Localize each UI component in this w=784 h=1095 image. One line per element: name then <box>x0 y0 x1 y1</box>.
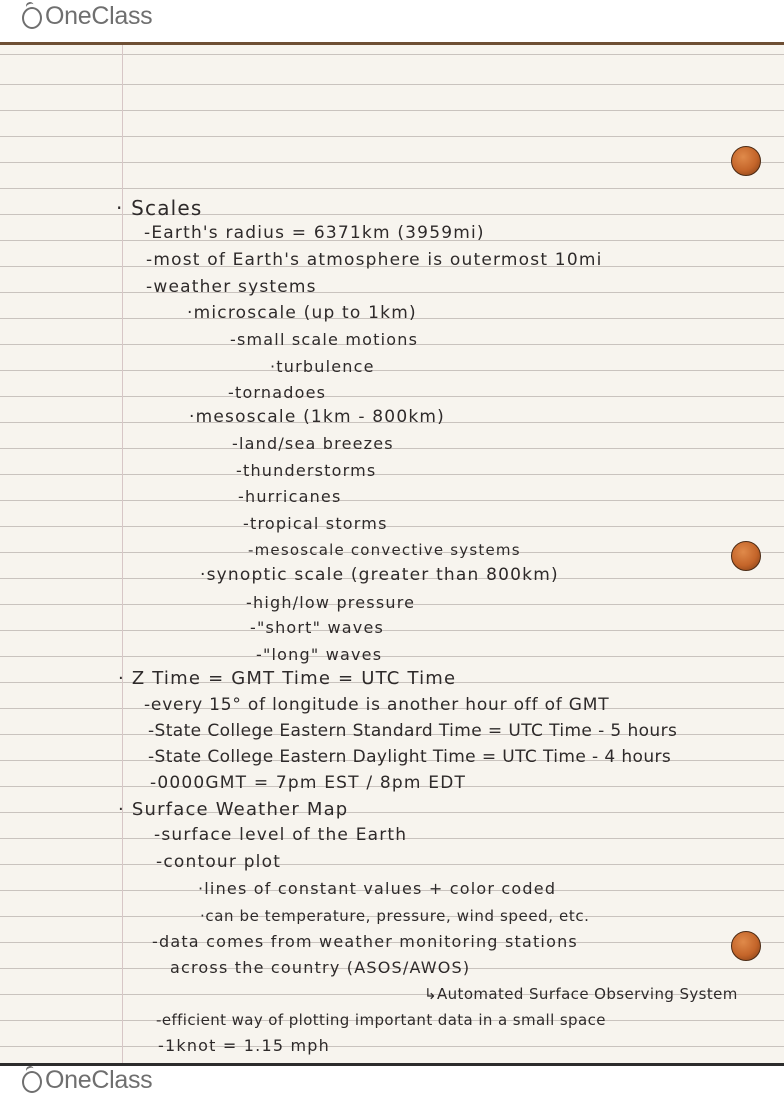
binder-hole <box>731 931 761 961</box>
note-line: -mesoscale convective systems <box>248 541 521 559</box>
brand-text: OneClass <box>45 1066 153 1094</box>
notebook-page <box>0 42 784 1066</box>
oneclass-logo-bottom <box>22 1066 152 1095</box>
note-line: ·turbulence <box>270 357 375 376</box>
note-line: -most of Earth's atmosphere is outermost 10mi <box>146 250 603 270</box>
note-line: -State College Eastern Daylight Time = UTC Time - 4 hours <box>148 747 672 767</box>
note-line: -tornadoes <box>228 383 327 402</box>
note-line: ·microscale (up to 1km) <box>187 303 417 323</box>
oneclass-leaf-icon <box>22 7 42 29</box>
note-line: -1knot = 1.15 mph <box>158 1036 330 1055</box>
note-line: across the country (ASOS/AWOS) <box>170 958 471 977</box>
note-line: -thunderstorms <box>236 461 377 480</box>
note-line: ·lines of constant values + color coded <box>198 879 557 898</box>
heading-scales: · Scales <box>116 196 203 220</box>
note-line: -surface level of the Earth <box>154 825 408 845</box>
oneclass-logo-top <box>22 2 152 31</box>
binder-hole <box>731 146 761 176</box>
note-line: -contour plot <box>156 852 282 872</box>
note-line: -every 15° of longitude is another hour off of GMT <box>144 695 610 715</box>
note-line: -high/low pressure <box>246 593 416 612</box>
brand-text: OneClass <box>45 2 153 30</box>
note-line: -data comes from weather monitoring stations <box>152 932 578 951</box>
note-line: -0000GMT = 7pm EST / 8pm EDT <box>150 773 467 793</box>
heading-z-time: · Z Time = GMT Time = UTC Time <box>118 668 457 689</box>
note-line: -State College Eastern Standard Time = UTC Time - 5 hours <box>148 721 678 741</box>
note-line: -weather systems <box>146 277 317 297</box>
note-line: -hurricanes <box>238 487 342 506</box>
note-line: -Earth's radius = 6371km (3959mi) <box>144 223 485 243</box>
note-line: -small scale motions <box>230 330 419 349</box>
note-line: ·can be temperature, pressure, wind speed, etc. <box>200 907 590 925</box>
note-line: ↳Automated Surface Observing System <box>424 985 738 1003</box>
note-line: ·mesoscale (1km - 800km) <box>189 407 445 427</box>
note-line: -"short" waves <box>250 618 385 637</box>
oneclass-leaf-icon <box>22 1071 42 1093</box>
note-line: ·synoptic scale (greater than 800km) <box>200 565 559 585</box>
note-line: -efficient way of plotting important data in a small space <box>156 1011 606 1029</box>
note-line: -"long" waves <box>256 645 383 664</box>
heading-surface-weather-map: · Surface Weather Map <box>118 799 349 820</box>
note-line: -tropical storms <box>243 514 388 533</box>
binder-hole <box>731 541 761 571</box>
note-line: -land/sea breezes <box>232 434 394 453</box>
